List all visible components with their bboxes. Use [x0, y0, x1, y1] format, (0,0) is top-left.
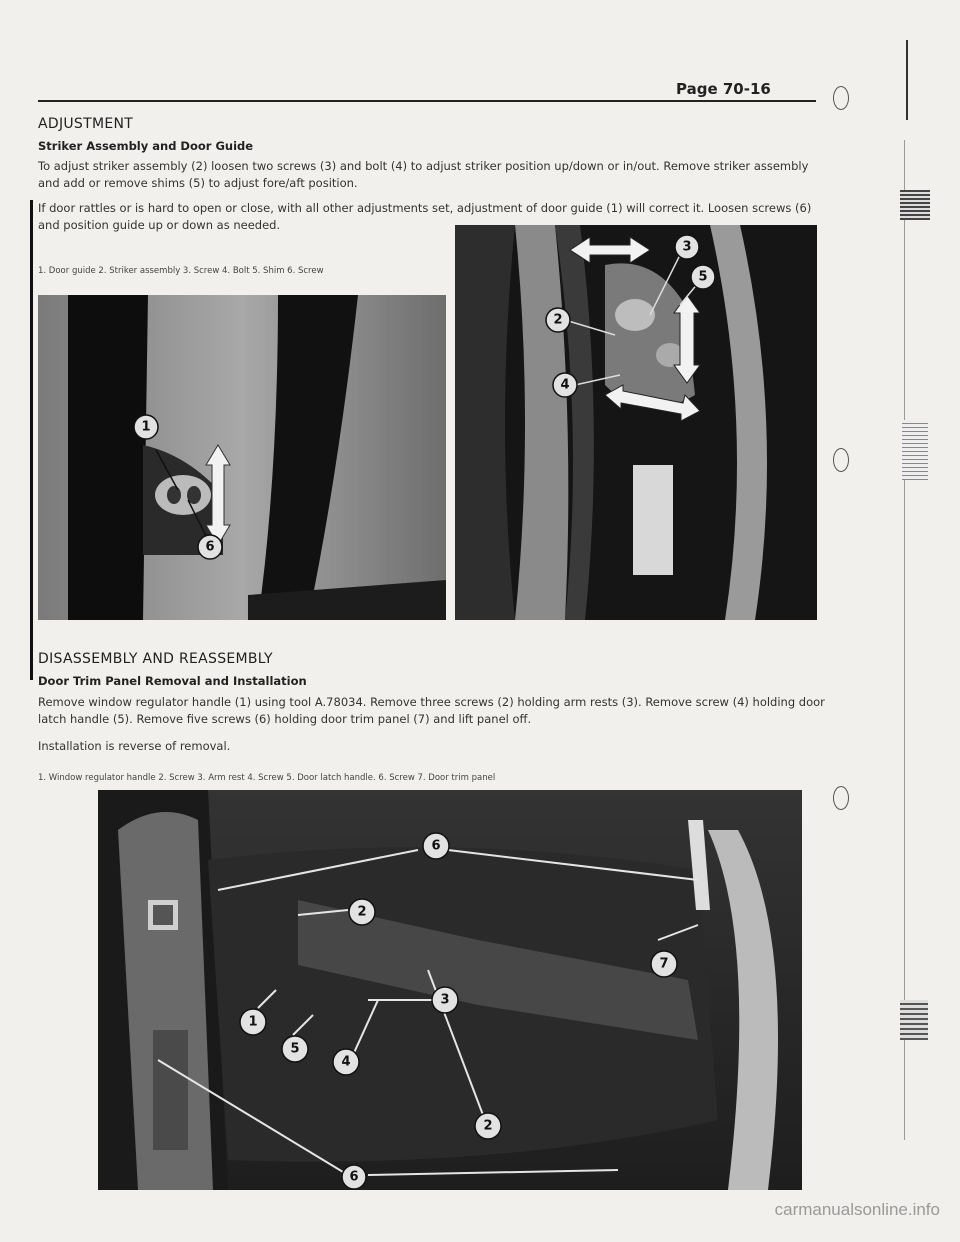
svg-text:3: 3	[440, 992, 450, 1008]
disassembly-paragraph-2: Installation is reverse of removal.	[38, 739, 231, 753]
figure-caption-adjustment: 1. Door guide 2. Striker assembly 3. Screw 4. Bolt 5. Shim 6. Screw	[38, 266, 324, 276]
callout-4	[333, 1049, 359, 1075]
photo-door-trim-panel	[98, 790, 802, 1190]
section-heading-disassembly: DISASSEMBLY AND REASSEMBLY	[38, 651, 273, 667]
callout-2-lower	[475, 1113, 501, 1139]
photo-door-guide	[38, 295, 446, 620]
disassembly-paragraph-1: Remove window regulator handle (1) using tool A.78034. Remove three screws (2) holding arm rests (3). Remove screw (4) holding door latch handle (5). Remove five screws (6) holding door trim panel (7) and lift panel off.	[38, 695, 825, 726]
svg-text:1: 1	[248, 1014, 258, 1030]
figure-caption-disassembly: 1. Window regulator handle 2. Screw 3. Arm rest 4. Screw 5. Door latch handle. 6. Screw 7. Door trim panel	[38, 773, 496, 783]
binding-edge-texture	[900, 1000, 928, 1040]
callout-2-upper	[349, 899, 375, 925]
subheading-door-trim: Door Trim Panel Removal and Installation	[38, 674, 307, 688]
svg-text:6: 6	[431, 838, 441, 854]
section-heading-adjustment: ADJUSTMENT	[38, 116, 134, 132]
callout-1	[240, 1009, 266, 1035]
callout-3	[675, 235, 699, 259]
svg-text:6: 6	[205, 539, 215, 555]
svg-text:2: 2	[357, 904, 367, 920]
svg-text:6: 6	[349, 1169, 359, 1185]
svg-text:5: 5	[290, 1041, 300, 1057]
callout-4	[553, 373, 577, 397]
svg-text:7: 7	[659, 956, 669, 972]
callout-5	[282, 1036, 308, 1062]
watermark: carmanualsonline.info	[774, 1200, 940, 1219]
svg-text:5: 5	[698, 269, 708, 285]
callout-7	[651, 951, 677, 977]
svg-text:1: 1	[141, 419, 151, 435]
svg-text:4: 4	[560, 377, 570, 393]
photo-striker-assembly	[455, 225, 817, 620]
page-number: Page 70-16	[676, 80, 771, 98]
callout-6-bottom	[342, 1165, 366, 1189]
svg-text:2: 2	[483, 1118, 493, 1134]
callout-6	[198, 535, 222, 559]
subheading-striker: Striker Assembly and Door Guide	[38, 139, 254, 153]
svg-text:3: 3	[682, 239, 692, 255]
binding-edge-texture	[902, 420, 928, 480]
binding-edge-line	[906, 40, 908, 120]
callout-6-top	[423, 833, 449, 859]
adjustment-paragraph-1: To adjust striker assembly (2) loosen two screws (3) and bolt (4) to adjust striker position up/down or in/out. Remove striker assembly and add or remove shims (5) to adjust fore/aft position.	[38, 159, 809, 190]
callout-3	[432, 987, 458, 1013]
binding-hole-mark	[833, 86, 849, 110]
callout-2	[546, 308, 570, 332]
binding-hole-mark	[833, 786, 849, 810]
adjustment-paragraph-2: If door rattles or is hard to open or close, with all other adjustments set, adjustment of door guide (1) will correct it. Loosen screws (6) and position guide up or down as needed.	[38, 201, 812, 232]
margin-bar	[30, 200, 33, 680]
callout-5	[691, 265, 715, 289]
callout-1	[134, 415, 158, 439]
svg-text:4: 4	[341, 1054, 351, 1070]
binding-edge-line	[904, 140, 905, 1140]
header-rule	[38, 100, 816, 102]
binding-hole-mark	[833, 448, 849, 472]
svg-text:2: 2	[553, 312, 563, 328]
binding-edge-texture	[900, 190, 930, 220]
